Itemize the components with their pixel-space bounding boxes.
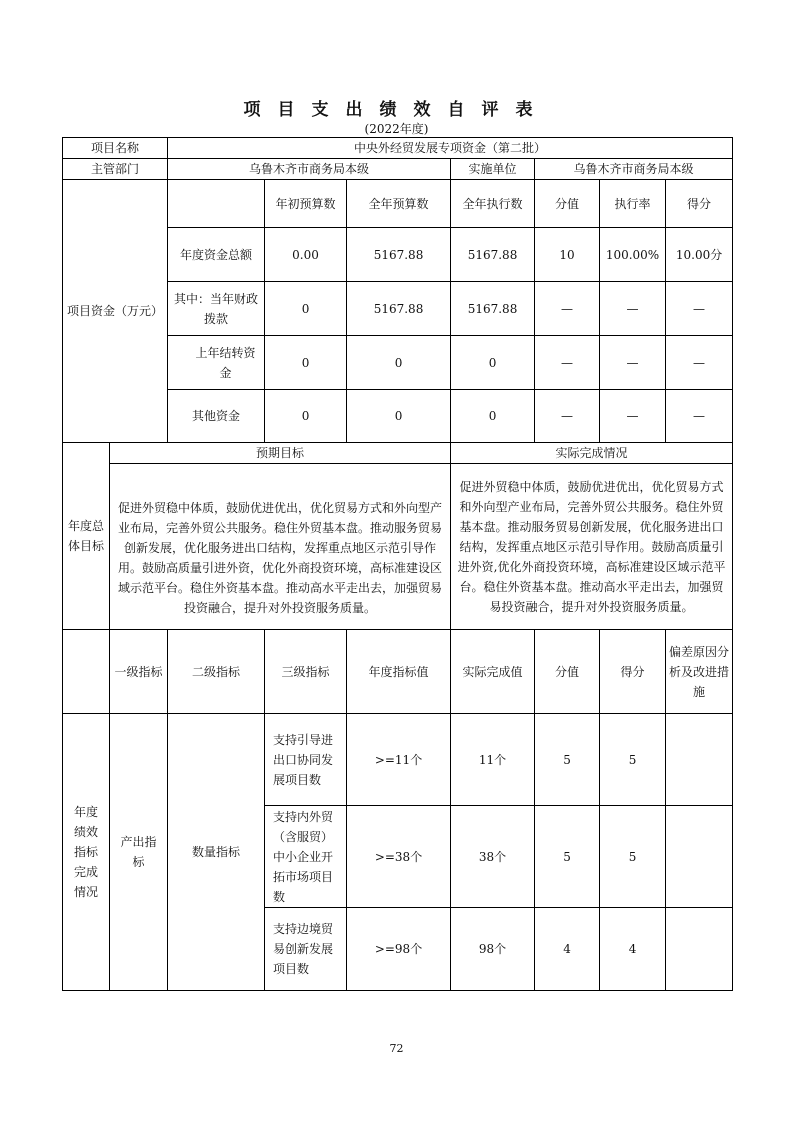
funds-cell: 0 bbox=[451, 390, 535, 443]
funds-cell: 0.00 bbox=[265, 228, 347, 282]
funds-cell: 100.00% bbox=[600, 228, 666, 282]
funds-cell: — bbox=[600, 336, 666, 390]
indicator-header-cell: 年度指标值 bbox=[347, 630, 451, 714]
funds-header-cell: 得分 bbox=[666, 180, 733, 228]
funds-cell: — bbox=[535, 282, 600, 336]
funds-header-cell: 全年预算数 bbox=[347, 180, 451, 228]
indicator-name: 支持引导进出口协同发展项目数 bbox=[265, 714, 347, 806]
funds-cell: — bbox=[600, 282, 666, 336]
funds-cell: 5167.88 bbox=[451, 228, 535, 282]
funds-cell: — bbox=[666, 336, 733, 390]
indicator-score-value: 4 bbox=[535, 908, 600, 991]
indicator-score-value: 5 bbox=[535, 806, 600, 908]
funds-header-blank bbox=[168, 180, 265, 228]
project-name: 中央外经贸发展专项资金（第二批） bbox=[168, 138, 733, 159]
indicator-header-cell: 得分 bbox=[600, 630, 666, 714]
expected-goal-header: 预期目标 bbox=[110, 443, 451, 464]
indicator-header-cell: 分值 bbox=[535, 630, 600, 714]
funds-cell: — bbox=[535, 336, 600, 390]
page-number: 72 bbox=[389, 1042, 404, 1055]
funds-cell: 5167.88 bbox=[347, 282, 451, 336]
evaluation-table bbox=[62, 137, 733, 991]
indicator-reason bbox=[666, 714, 733, 806]
funds-row-label: 其中：当年财政拨款 bbox=[168, 282, 265, 336]
indicator-name: 支持边境贸易创新发展项目数 bbox=[265, 908, 347, 991]
funds-cell: 0 bbox=[265, 282, 347, 336]
funds-cell: — bbox=[666, 282, 733, 336]
indicator-target: >=98个 bbox=[347, 908, 451, 991]
year-note: (2022年度) bbox=[364, 122, 429, 136]
indicator-header-cell: 二级指标 bbox=[168, 630, 265, 714]
indicator-score: 4 bbox=[600, 908, 666, 991]
indicator-actual: 38个 bbox=[451, 806, 535, 908]
indicators-header-blank bbox=[63, 630, 110, 714]
indicator-header-cell: 一级指标 bbox=[110, 630, 168, 714]
indicator-header-cell: 偏差原因分析及改进措施 bbox=[666, 630, 733, 714]
indicator-actual: 11个 bbox=[451, 714, 535, 806]
indicator-reason bbox=[666, 908, 733, 991]
funds-header-cell: 执行率 bbox=[600, 180, 666, 228]
expected-goal-text: 促进外贸稳中体质，鼓励优进优出，优化贸易方式和外向型产业布局，完善外贸公共服务。稳住外贸基本盘。推动服务贸易创新发展，优化服务进出口结构，发挥重点地区示范引导作用。鼓励高质量引进外资，优化外商投资环境，高标准建设区域示范平台。稳住外资基本盘。推动高水平走出去，加强贸易投资融合，提升对外投资服务质量。 bbox=[110, 464, 451, 630]
dept-value: 乌鲁木齐市商务局本级 bbox=[168, 159, 451, 180]
funds-cell: 0 bbox=[265, 390, 347, 443]
funds-cell: 0 bbox=[347, 390, 451, 443]
funds-header-cell: 分值 bbox=[535, 180, 600, 228]
funds-row-label: 年度资金总额 bbox=[168, 228, 265, 282]
funds-cell: 5167.88 bbox=[451, 282, 535, 336]
funds-header-cell: 全年执行数 bbox=[451, 180, 535, 228]
actual-goal-text: 促进外贸稳中体质，鼓励优进优出，优化贸易方式和外向型产业布局，完善外贸公共服务。稳住外贸基本盘。推动服务贸易创新发展，优化服务进出口结构，发挥重点地区示范引导作用。鼓励高质量引进外资,优化外商投资环境，高标准建设区域示范平台。稳住外资基本盘。推动高水平走出去，加强贸易投资融合，提升对外投资服务质量。 bbox=[451, 464, 733, 630]
indicator-name: 支持内外贸（含服贸）中小企业开拓市场项目数 bbox=[265, 806, 347, 908]
indicator-target: >=38个 bbox=[347, 806, 451, 908]
actual-goal-header: 实际完成情况 bbox=[451, 443, 733, 464]
dept-label: 主管部门 bbox=[63, 159, 168, 180]
funds-row-label: 上年结转资金 bbox=[168, 336, 265, 390]
indicator-score-value: 5 bbox=[535, 714, 600, 806]
funds-cell: 0 bbox=[265, 336, 347, 390]
impl-value: 乌鲁木齐市商务局本级 bbox=[535, 159, 733, 180]
indicator-reason bbox=[666, 806, 733, 908]
funds-cell: — bbox=[600, 390, 666, 443]
indicator-score: 5 bbox=[600, 714, 666, 806]
indicator-actual: 98个 bbox=[451, 908, 535, 991]
funds-cell: 0 bbox=[451, 336, 535, 390]
funds-cell: 5167.88 bbox=[347, 228, 451, 282]
project-name-label: 项目名称 bbox=[63, 138, 168, 159]
goals-label: 年度总体目标 bbox=[63, 443, 110, 630]
indicator-header-cell: 实际完成值 bbox=[451, 630, 535, 714]
funds-cell: 10.00分 bbox=[666, 228, 733, 282]
funds-cell: — bbox=[535, 390, 600, 443]
indicator-score: 5 bbox=[600, 806, 666, 908]
funds-header-cell: 年初预算数 bbox=[265, 180, 347, 228]
indicator-level1: 产出指标 bbox=[110, 714, 168, 991]
funds-cell: 0 bbox=[347, 336, 451, 390]
indicator-target: >=11个 bbox=[347, 714, 451, 806]
impl-label: 实施单位 bbox=[451, 159, 535, 180]
funds-row-label: 其他资金 bbox=[168, 390, 265, 443]
funds-cell: — bbox=[666, 390, 733, 443]
indicators-label: 年度绩效指标完成情况 bbox=[63, 714, 110, 991]
indicator-level2: 数量指标 bbox=[168, 714, 265, 991]
page-title: 项目支出绩效自评表 bbox=[243, 100, 550, 120]
funds-cell: 10 bbox=[535, 228, 600, 282]
indicator-header-cell: 三级指标 bbox=[265, 630, 347, 714]
funds-label: 项目资金（万元） bbox=[63, 180, 168, 443]
